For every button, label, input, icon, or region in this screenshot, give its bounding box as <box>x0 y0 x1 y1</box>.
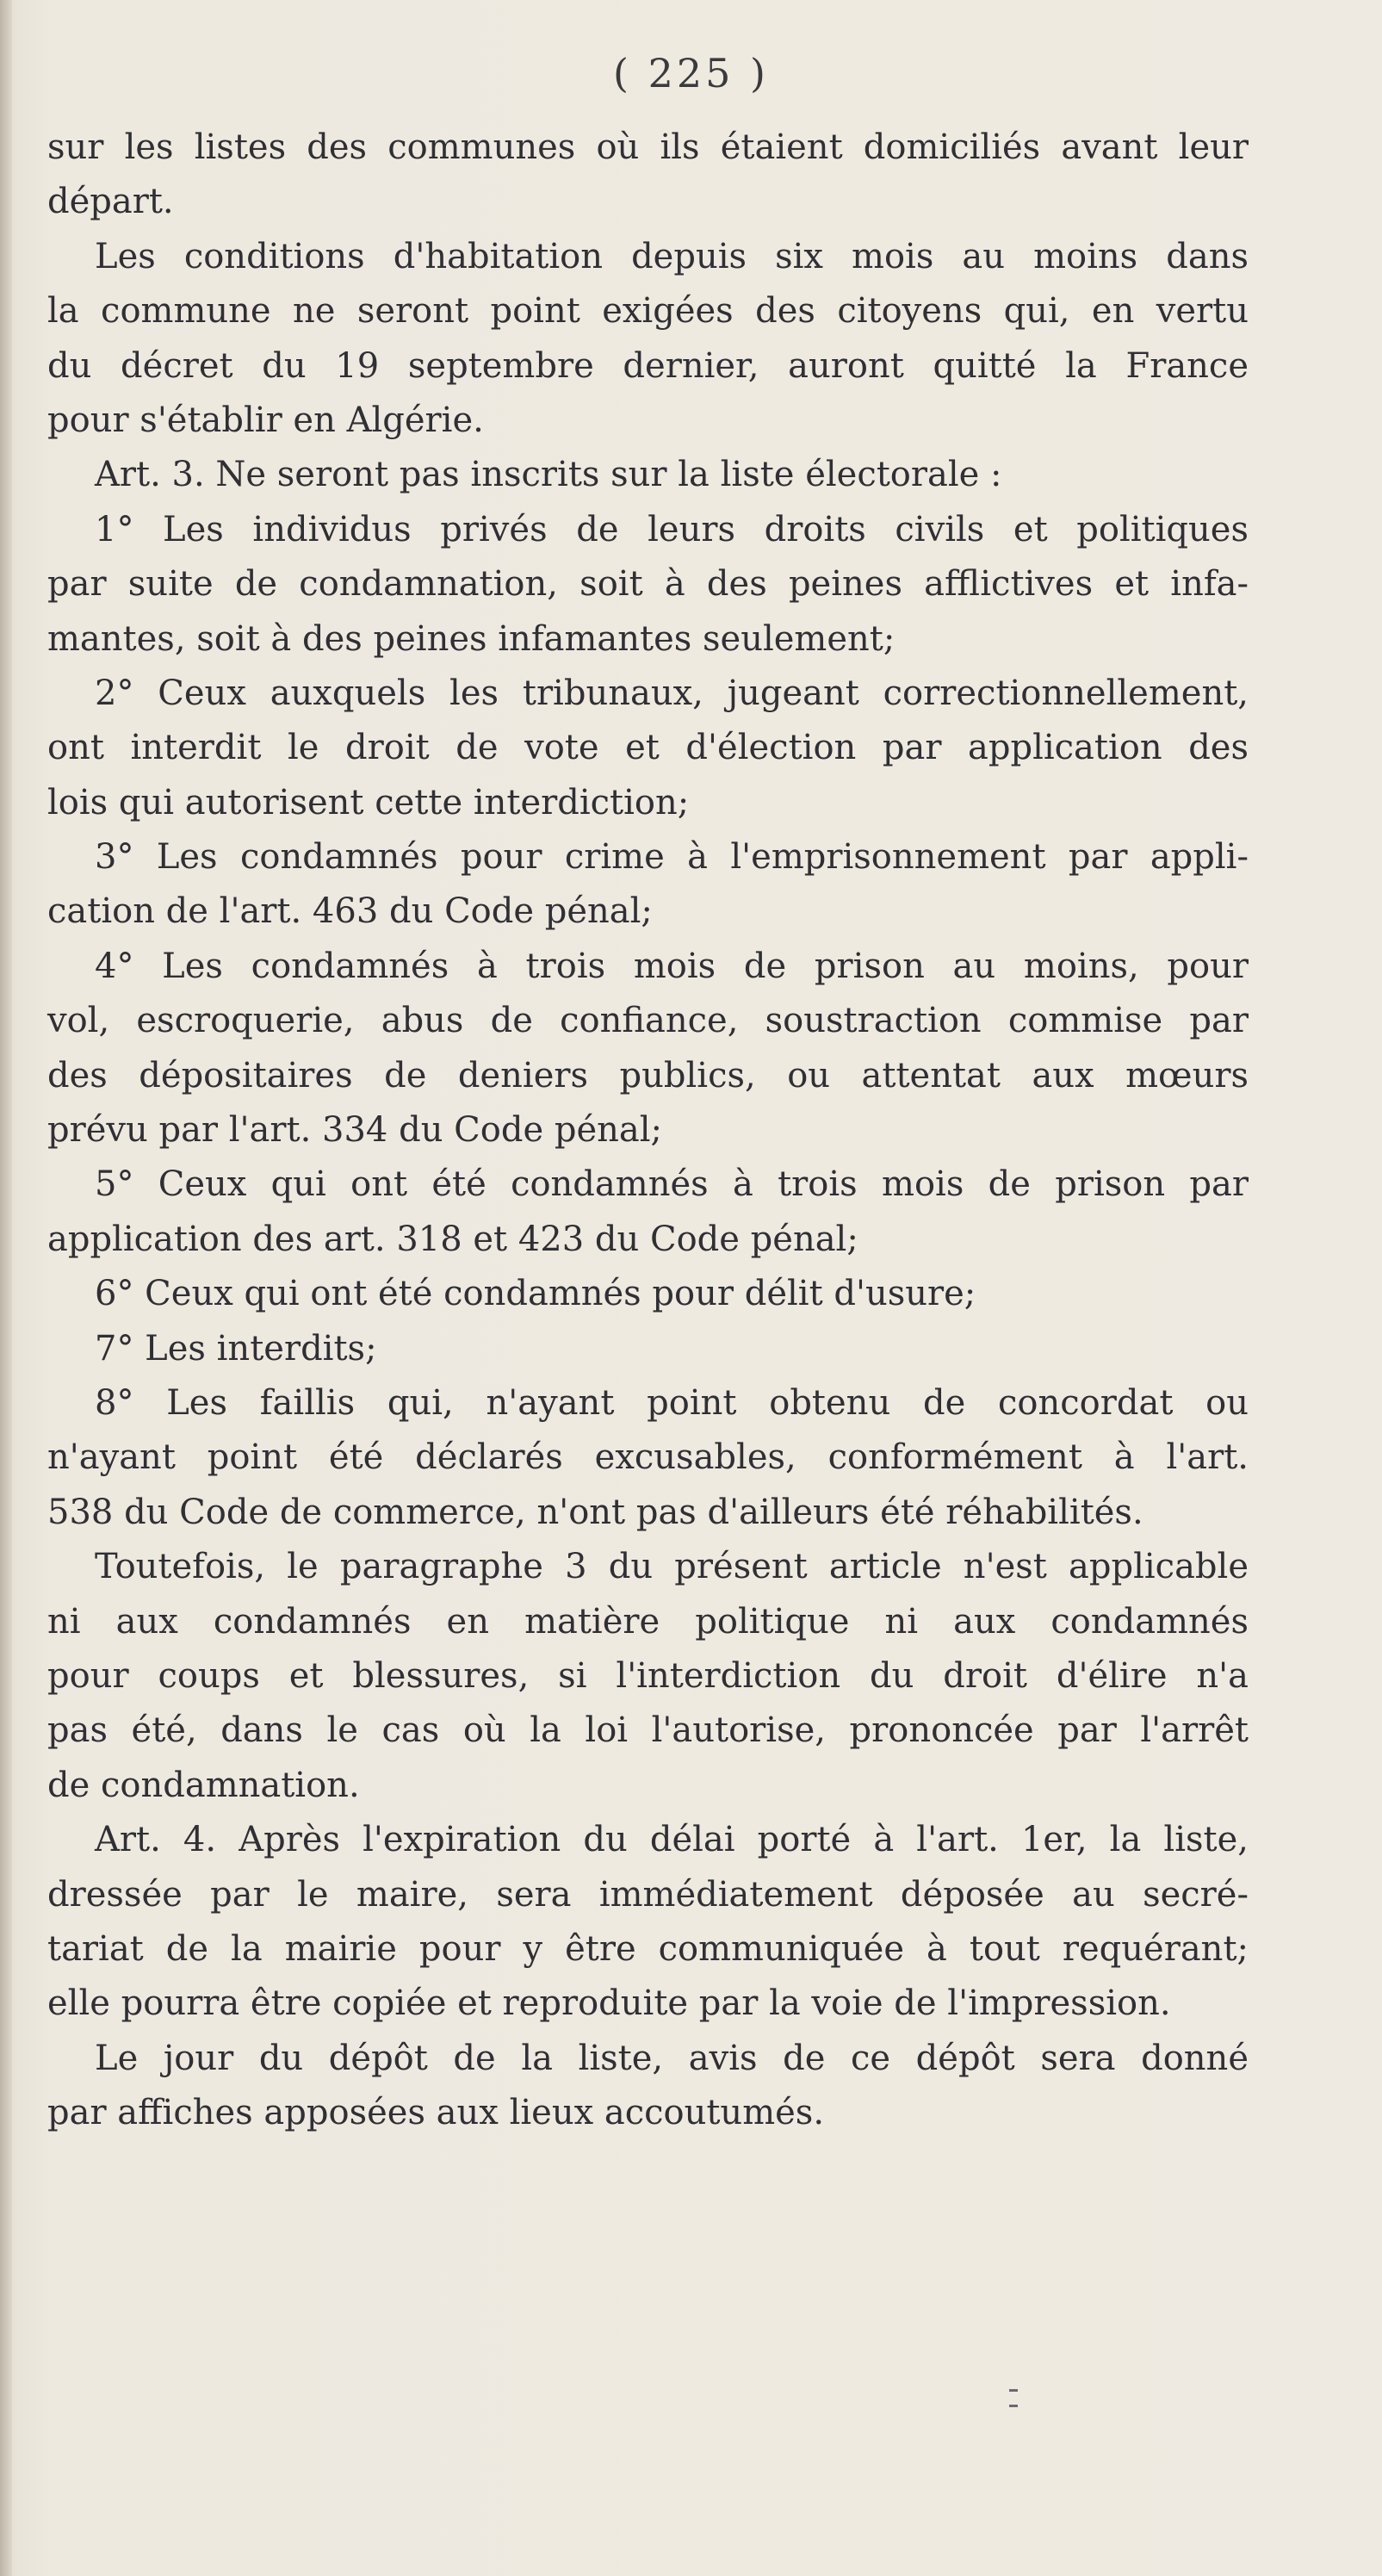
text-line: 538 du Code de commerce, n'ont pas d'ailleurs été réhabilités. <box>47 1492 1143 1532</box>
text-line: prévu par l'art. 334 du Code pénal; <box>47 1110 663 1151</box>
text-line: 8° Les faillis qui, n'ayant point obtenu de concordat ou <box>95 1382 1249 1423</box>
text-line: 6° Ceux qui ont été condamnés pour délit d'usure; <box>95 1274 976 1314</box>
text-line: 2° Ceux auxquels les tribunaux, jugeant correctionnellement, <box>95 673 1249 713</box>
text-line: elle pourra être copiée et reproduite par la voie de l'impression. <box>47 1983 1171 2024</box>
text-line: mantes, soit à des peines infamantes seulement; <box>47 618 896 659</box>
page-text <box>47 121 1249 2140</box>
text-line: lois qui autorisent cette interdiction; <box>47 782 690 822</box>
text-line: de condamnation. <box>47 1765 360 1805</box>
text-line: 4° Les condamnés à trois mois de prison au moins, pour <box>95 946 1249 986</box>
text-line: Le jour du dépôt de la liste, avis de ce dépôt sera donné <box>95 2038 1249 2078</box>
text-line: Les conditions d'habitation depuis six mois au moins dans <box>95 236 1249 276</box>
text-line: du décret du 19 septembre dernier, auront quitté la France <box>47 345 1249 386</box>
binding-gutter <box>0 0 12 2576</box>
text-line: sur les listes des communes où ils étaient domiciliés avant leur <box>47 127 1249 167</box>
text-line: 5° Ceux qui ont été condamnés à trois mois de prison par <box>95 1164 1249 1205</box>
text-line: 3° Les condamnés pour crime à l'emprisonnement par appli- <box>95 837 1249 878</box>
text-line: Art. 4. Après l'expiration du délai porté à l'art. 1er, la liste, <box>95 1820 1249 1860</box>
text-line: vol, escroquerie, abus de confiance, soustraction commise par <box>47 1001 1249 1041</box>
page-number: ( 225 ) <box>613 50 769 96</box>
text-line: 7° Les interdits; <box>95 1328 377 1369</box>
text-line: par affiches apposées aux lieux accoutumés. <box>47 2093 825 2133</box>
text-line: Art. 3. Ne seront pas inscrits sur la liste électorale : <box>95 455 1002 495</box>
text-line: cation de l'art. 463 du Code pénal; <box>47 891 653 932</box>
text-line: dressée par le maire, sera immédiatement déposée au secré- <box>47 1874 1249 1915</box>
printer-mark <box>1009 2389 1018 2392</box>
printer-marks <box>1006 2386 1023 2429</box>
text-line: des dépositaires de deniers publics, ou attentat aux mœurs <box>47 1055 1249 1096</box>
text-line: application des art. 318 et 423 du Code pénal; <box>47 1219 858 1259</box>
text-line: n'ayant point été déclarés excusables, conformément à l'art. <box>47 1437 1249 1478</box>
text-line: ont interdit le droit de vote et d'élection par application des <box>47 728 1249 768</box>
text-line: Toutefois, le paragraphe 3 du présent article n'est applicable <box>95 1547 1249 1587</box>
text-line: pour coups et blessures, si l'interdiction du droit d'élire n'a <box>47 1655 1249 1696</box>
text-line: ni aux condamnés en matière politique ni aux condamnés <box>47 1601 1249 1642</box>
text-line: 1° Les individus privés de leurs droits civils et politiques <box>95 509 1249 549</box>
printer-mark <box>1009 2405 1018 2407</box>
text-line: la commune ne seront point exigées des citoyens qui, en vertu <box>47 291 1249 332</box>
text-line: pour s'établir en Algérie. <box>47 400 484 440</box>
text-line: départ. <box>47 182 174 222</box>
text-line: par suite de condamnation, soit à des peines afflictives et infa- <box>47 564 1249 605</box>
text-line: pas été, dans le cas où la loi l'autorise, prononcée par l'arrêt <box>47 1710 1249 1751</box>
text-line: tariat de la mairie pour y être communiquée à tout requérant; <box>47 1928 1249 1969</box>
